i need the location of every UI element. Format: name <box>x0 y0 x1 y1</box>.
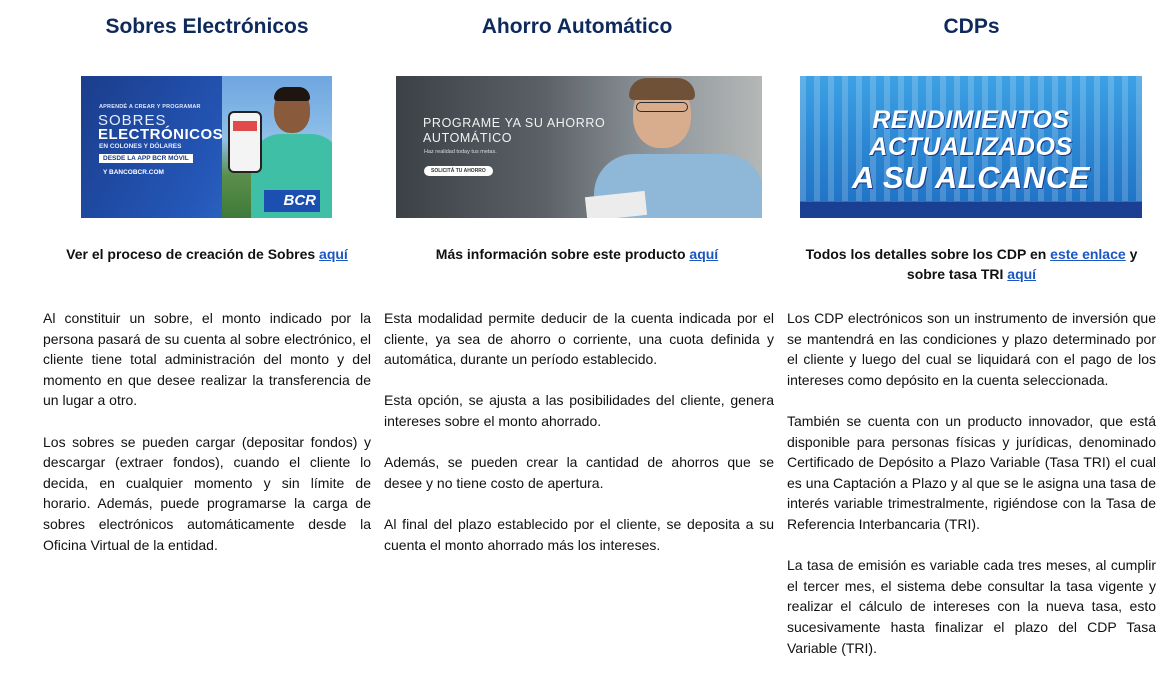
cdp-details-link[interactable]: este enlace <box>1050 246 1126 262</box>
banner-line: A SU ALCANCE <box>852 160 1090 195</box>
paragraph: Los CDP electrónicos son un instrumento de inversión que se mantendrá en las condiciones y plazo determinado por el cliente y luego del cual se liquidará con el pago de los intereses como depósito en la cuenta seleccionada. <box>787 310 1156 388</box>
subtitle <box>43 244 371 264</box>
banner-line: AUTOMÁTICO <box>423 131 513 145</box>
paragraph: También se cuenta con un producto innovador, que está disponible para personas físicas y jurídicas, denominado Certificado de Depósito a Plazo Variable (Tasa TRI) el cual es una Captación a Plazo y al que se le asigna una tasa de interés variable trimestralmente, rigiéndose con la Tasa de Referencia Interbancaria (TRI). <box>787 412 1156 532</box>
banner-line: RENDIMIENTOS <box>872 106 1070 134</box>
subtitle-text: Todos los detalles sobre los CDP en <box>805 246 1047 262</box>
banner-line: SOBRES <box>98 112 167 129</box>
banner-caption: Haz realidad today tus metas. <box>424 149 497 155</box>
section-title: CDPs <box>943 15 1000 38</box>
more-info-link[interactable]: aquí <box>689 246 719 262</box>
paragraph: La tasa de emisión es variable cada tres meses, al cumplir el tercer mes, el sistema debe consultar la tasa vigente y realizar el cálculo de intereses con la nueva tasa, esto sucesivamente hasta finalizar el plazo del CDP Tasa Variable (TRI). <box>787 557 1156 656</box>
paragraph: Al final del plazo establecido por el cliente, se deposita a su cuenta el monto ahorrado más los intereses. <box>384 515 774 553</box>
more-info-link[interactable]: aquí <box>319 246 348 262</box>
paragraph: Los sobres se pueden cargar (depositar fondos) y descargar (extraer fondos), cuando el cliente lo decida, en cualquier momento y sin límite de horario. Además, puede programarse la carga de sobres electrónicos automáticamente desde la Oficina Virtual de la entidad. <box>43 433 371 553</box>
description <box>43 308 371 576</box>
subtitle-text: y sobre tasa TRI <box>906 246 1138 282</box>
subtitle <box>787 244 1156 284</box>
banner-button: SOLICITÁ TU AHORRO <box>424 166 493 176</box>
person-hair <box>274 87 310 101</box>
subtitle-text: Más información sobre este producto <box>435 246 686 262</box>
paragraph: Además, se pueden crear la cantidad de ahorros que se desee y no tiene costo de apertura. <box>384 454 774 491</box>
section-title: Sobres Electrónicos <box>105 15 309 38</box>
phone-icon <box>228 111 262 173</box>
paragraph: Esta modalidad permite deducir de la cuenta indicada por el cliente, ya sea de ahorro o corriente, una cuota definida y automática, durante un período establecido. <box>384 310 774 368</box>
bcr-logo: BCR <box>264 190 320 212</box>
glasses-icon <box>636 102 688 112</box>
cdps-banner[interactable] <box>800 76 1142 218</box>
person-hair <box>629 78 695 100</box>
subtitle <box>380 244 774 264</box>
paragraph: Al constituir un sobre, el monto indicado por la persona pasará de su cuenta al sobre electrónico, el cliente tiene total administración del monto y del momento en que desee realizar la transferencia de un lugar a otro. <box>43 310 371 409</box>
banner-url: Y BANCOBCR.COM <box>103 169 164 176</box>
section-title: Ahorro Automático <box>481 15 673 38</box>
banner-line: ACTUALIZADOS <box>869 133 1073 161</box>
tri-rate-link[interactable]: aquí <box>1007 266 1037 282</box>
banner-line: PROGRAME YA SU AHORRO <box>423 116 606 130</box>
banner-line: EN COLONES Y DÓLARES <box>99 143 182 150</box>
paragraph: Esta opción, se ajusta a las posibilidades del cliente, genera intereses sobre el monto ahorrado. <box>384 392 774 429</box>
banner-tag: DESDE LA APP BCR MÓVIL <box>99 154 193 163</box>
ahorro-banner[interactable] <box>396 76 762 218</box>
description <box>787 308 1156 679</box>
banner-blue-stripe <box>800 202 1142 218</box>
subtitle-text: Ver el proceso de creación de Sobres <box>66 246 316 262</box>
sobres-banner[interactable] <box>81 76 332 218</box>
banner-pre-text: APRENDÉ A CREAR Y PROGRAMAR <box>99 104 201 110</box>
description <box>384 308 774 576</box>
banner-line: ELECTRÓNICOS <box>98 126 224 143</box>
